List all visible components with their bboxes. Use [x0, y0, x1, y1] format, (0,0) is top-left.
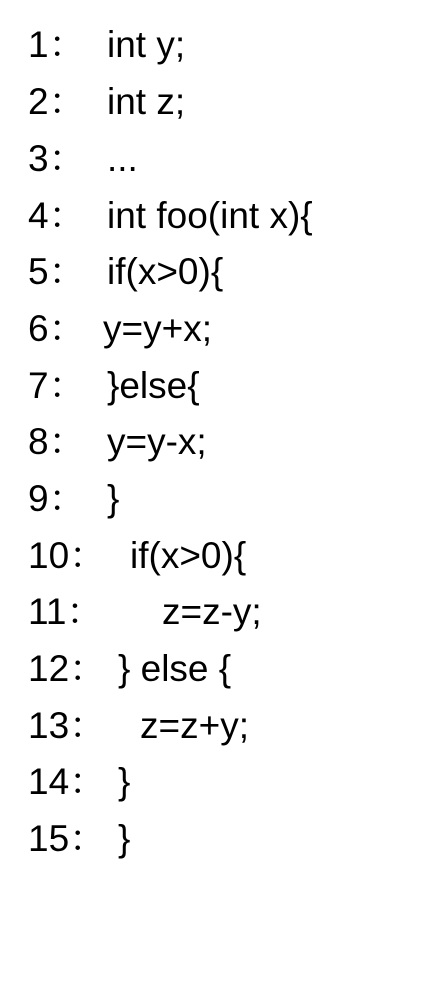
- line-number: 14：: [28, 761, 107, 802]
- line-code: z=z-y;: [162, 591, 262, 632]
- line-number: 11：: [28, 591, 104, 632]
- code-line-4: [0, 194, 422, 238]
- line-number: 7：: [28, 365, 86, 406]
- code-line-12: [0, 647, 422, 691]
- line-number: 6：: [28, 308, 86, 349]
- line-number: 10：: [28, 535, 107, 576]
- line-number: 5：: [28, 251, 86, 292]
- line-code: int foo(int x){: [107, 195, 313, 236]
- line-number: 15：: [28, 818, 107, 859]
- code-line-6: [0, 307, 422, 351]
- line-number: 4：: [28, 195, 86, 236]
- code-line-14: [0, 760, 422, 804]
- code-line-3: [0, 137, 422, 181]
- line-code: int z;: [107, 81, 186, 122]
- code-line-7: [0, 364, 422, 408]
- line-number: 1：: [28, 24, 86, 65]
- line-code: }: [107, 478, 120, 519]
- line-code: } else {: [118, 648, 232, 689]
- line-code: ...: [107, 138, 138, 179]
- code-line-10: [0, 534, 422, 578]
- line-code: }else{: [107, 365, 200, 406]
- code-line-13: [0, 704, 422, 748]
- code-line-2: [0, 80, 422, 124]
- line-number: 13：: [28, 705, 107, 746]
- line-number: 8：: [28, 421, 86, 462]
- code-line-15: [0, 817, 422, 861]
- line-number: 12：: [28, 648, 107, 689]
- code-line-8: [0, 420, 422, 464]
- line-number: 2：: [28, 81, 86, 122]
- code-line-11: [0, 590, 422, 634]
- line-number: 3：: [28, 138, 86, 179]
- code-line-9: [0, 477, 422, 521]
- line-code: }: [118, 761, 131, 802]
- line-number: 9：: [28, 478, 86, 519]
- line-code: y=y-x;: [107, 421, 207, 462]
- line-code: }: [118, 818, 131, 859]
- line-code: int y;: [107, 24, 186, 65]
- line-code: z=z+y;: [140, 705, 249, 746]
- code-line-1: [0, 23, 422, 67]
- code-line-5: [0, 250, 422, 294]
- line-code: if(x>0){: [130, 535, 247, 576]
- line-code: if(x>0){: [107, 251, 224, 292]
- line-code: y=y+x;: [103, 308, 212, 349]
